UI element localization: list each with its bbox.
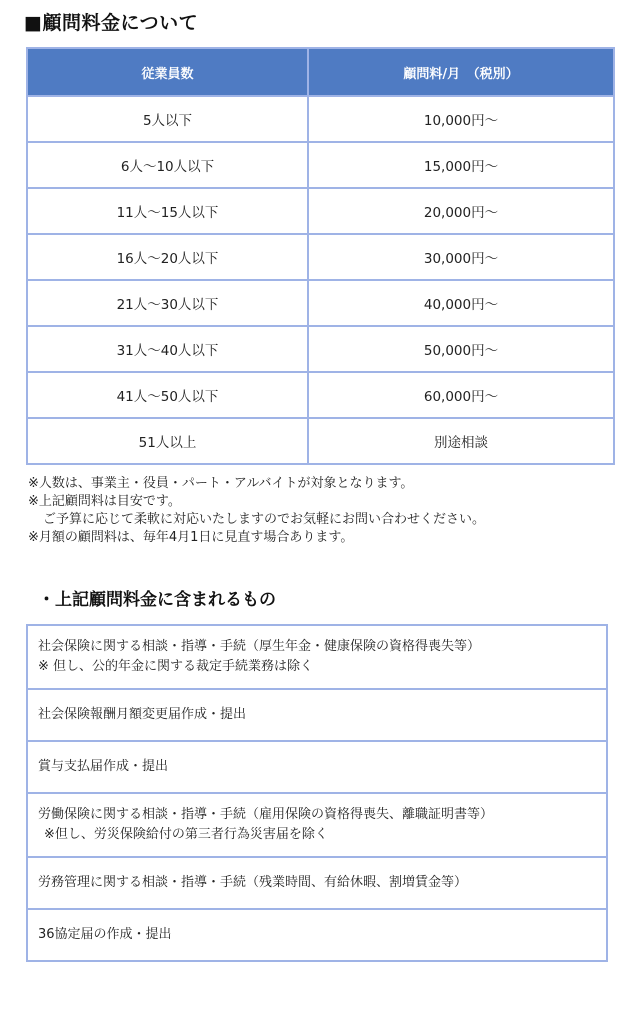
list-item: [27, 857, 607, 909]
service-item: [27, 741, 607, 793]
fee-section-title: ■顧問料金について: [24, 12, 199, 34]
service-main-text: 労務管理に関する相談・指導・手続（残業時間、有給休暇、割増賃金等）: [38, 875, 468, 890]
table-row: [27, 234, 614, 280]
service-main-text: 賞与支払届作成・提出: [38, 759, 169, 774]
fee-cell: 40,000円～: [308, 280, 614, 326]
note-line: ご予算に応じて柔軟に対応いたしますのでお気軽にお問い合わせください。: [43, 512, 486, 527]
list-item: [27, 625, 607, 689]
service-note-text: ※ 但し、公的年金に関する裁定手続業務は除く: [38, 659, 314, 674]
list-item: [27, 793, 607, 857]
services-table: [26, 624, 608, 962]
service-main-text: 社会保険報酬月額変更届作成・提出: [38, 707, 247, 722]
table-row: [27, 142, 614, 188]
table-row: [27, 326, 614, 372]
fee-column-header: 顧問料/月 （税別）: [308, 48, 614, 96]
employees-cell: 5人以下: [27, 96, 308, 142]
services-section-title: ・上記顧問料金に含まれるもの: [38, 590, 276, 610]
service-main-text: 労働保険に関する相談・指導・手続（雇用保険の資格得喪失、離職証明書等）: [38, 807, 494, 822]
fee-cell: 60,000円～: [308, 372, 614, 418]
service-note-text: ※但し、労災保険給付の第三者行為災害届を除く: [44, 827, 328, 842]
table-row: [27, 188, 614, 234]
fee-cell: 15,000円～: [308, 142, 614, 188]
service-main-text: 社会保険に関する相談・指導・手続（厚生年金・健康保険の資格得喪失等）: [38, 639, 481, 654]
service-item: [27, 857, 607, 909]
employees-cell: 11人～15人以下: [27, 188, 308, 234]
table-row: [27, 96, 614, 142]
table-row: [27, 418, 614, 464]
note-line: ※人数は、事業主・役員・パート・アルバイトが対象となります。: [28, 476, 414, 491]
fee-cell: 別途相談: [308, 418, 614, 464]
service-item: [27, 793, 607, 857]
list-item: [27, 689, 607, 741]
list-item: [27, 909, 607, 961]
note-line: ※月額の顧問料は、毎年4月1日に見直す場合あります。: [28, 530, 354, 545]
employees-cell: 6人～10人以下: [27, 142, 308, 188]
service-item: [27, 625, 607, 689]
employees-cell: 31人～40人以下: [27, 326, 308, 372]
fee-cell: 20,000円～: [308, 188, 614, 234]
fee-table: [26, 47, 615, 465]
employees-cell: 41人～50人以下: [27, 372, 308, 418]
list-item: [27, 741, 607, 793]
table-row: [27, 280, 614, 326]
fee-cell: 10,000円～: [308, 96, 614, 142]
service-main-text: 36協定届の作成・提出: [38, 927, 172, 942]
service-item: [27, 909, 607, 961]
fee-cell: 50,000円～: [308, 326, 614, 372]
fee-table-header-row: [27, 48, 614, 96]
table-row: [27, 372, 614, 418]
notes: [28, 475, 628, 547]
employees-cell: 51人以上: [27, 418, 308, 464]
employees-column-header: 従業員数: [27, 48, 308, 96]
note-line: ※上記顧問料は目安です。: [28, 494, 181, 509]
employees-cell: 21人～30人以下: [27, 280, 308, 326]
service-item: [27, 689, 607, 741]
employees-cell: 16人～20人以下: [27, 234, 308, 280]
fee-cell: 30,000円～: [308, 234, 614, 280]
